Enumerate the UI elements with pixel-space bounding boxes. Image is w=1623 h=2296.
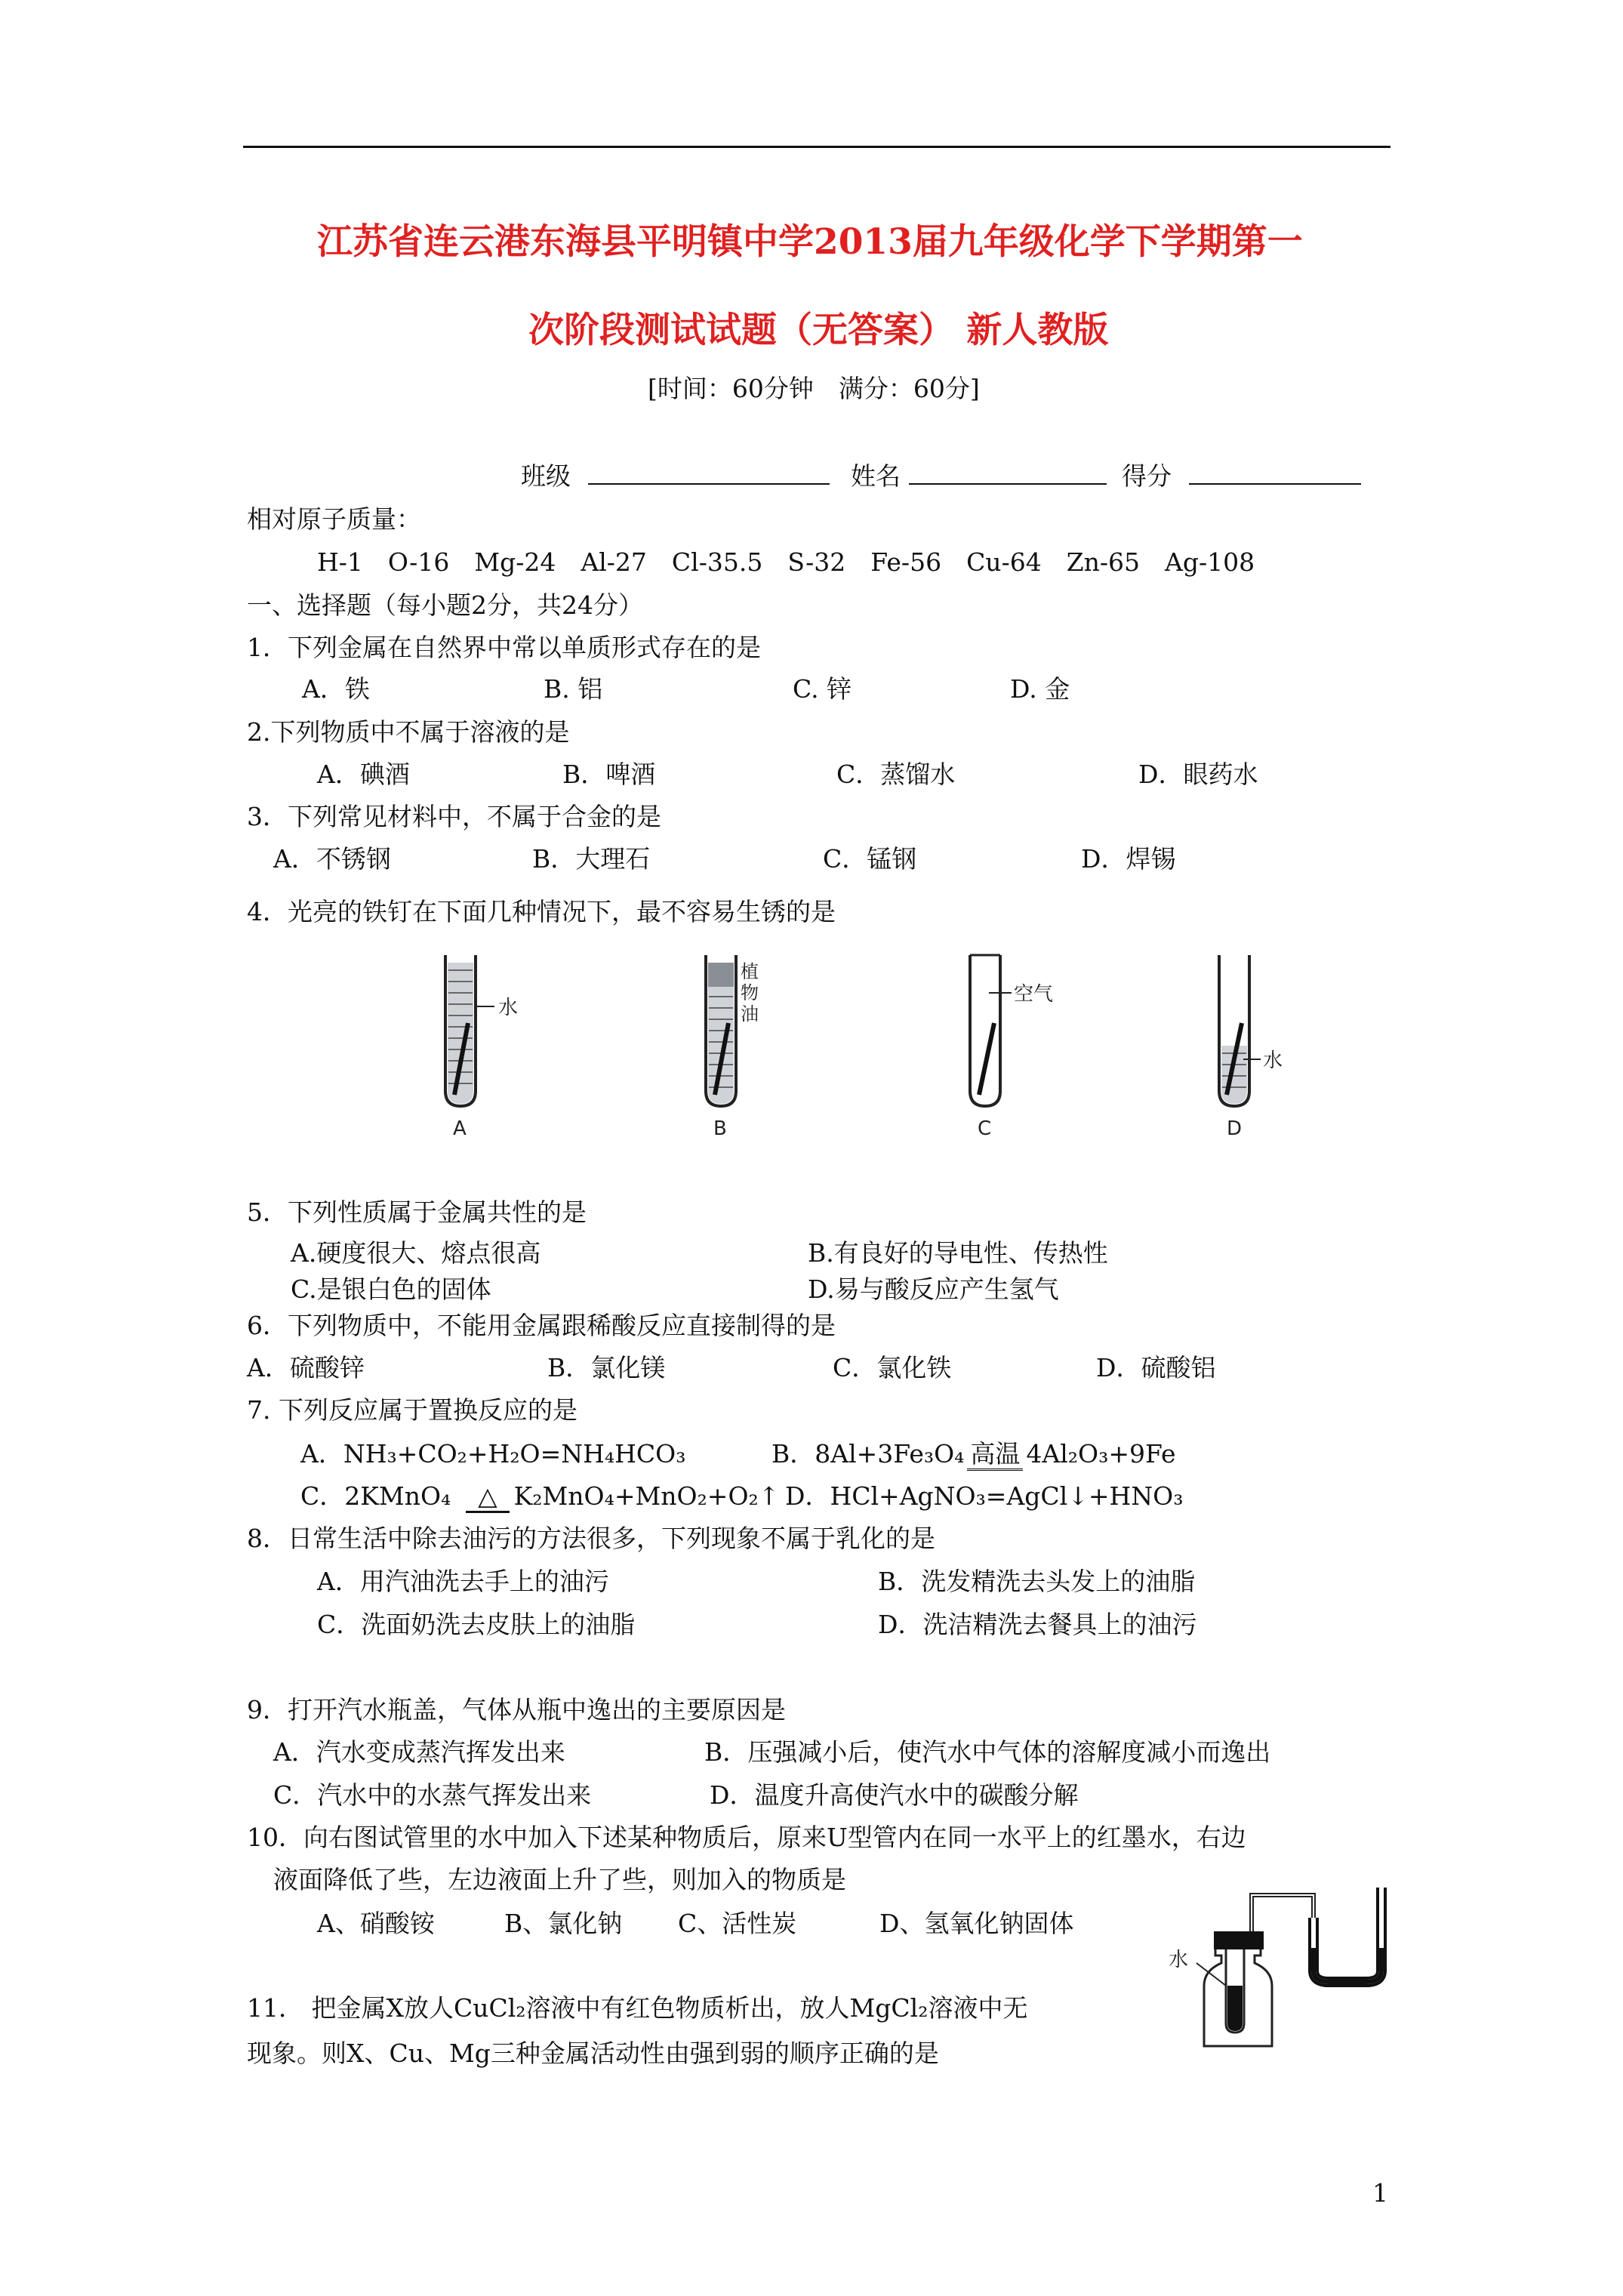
q10-option-a[interactable]: A、硝酸铵 (317, 1909, 435, 1938)
tube-label-a: A (453, 1117, 467, 1140)
q6-option-c[interactable]: C．氯化铁 (833, 1353, 952, 1382)
tube-b (706, 955, 759, 1140)
q7-c-products: K₂MnO₄+MnO₂+O₂↑ (513, 1481, 780, 1511)
q7-option-c[interactable] (300, 1481, 779, 1512)
tube-label-c: C (978, 1117, 992, 1140)
q9-option-a[interactable]: A．汽水变成蒸汽挥发出来 (273, 1737, 565, 1767)
q5-option-c[interactable]: C.是银白色的固体 (291, 1274, 491, 1304)
q6-option-b[interactable]: B．氯化镁 (547, 1353, 666, 1382)
atomic-mass-label: 相对原子质量： (247, 504, 421, 534)
q2-option-c[interactable]: C．蒸馏水 (836, 760, 956, 789)
label-oil-2: 物 (741, 982, 759, 1003)
q7-c-reactants: C．2KMnO₄ (300, 1481, 451, 1511)
score-label: 得分 (1122, 461, 1172, 491)
exam-time-info: [时间：60分钟 满分：60分] (648, 374, 980, 403)
name-label: 姓名 (851, 461, 901, 491)
question-5-stem: 5．下列性质属于金属共性的是 (247, 1197, 587, 1227)
student-info-row (521, 461, 1361, 492)
question-9-stem: 9．打开汽水瓶盖，气体从瓶中逸出的主要原因是 (247, 1695, 786, 1724)
label-oil-1: 植 (741, 961, 759, 982)
q1-option-c[interactable]: C. 锌 (793, 674, 852, 704)
q3-option-a[interactable]: A．不锈钢 (273, 844, 391, 874)
q7-b-condition: 高温 (967, 1439, 1023, 1471)
question-6-stem: 6．下列物质中，不能用金属跟稀酸反应直接制得的是 (247, 1311, 836, 1340)
tube-d (1219, 955, 1283, 1140)
question-10-stem-line1: 10．向右图试管里的水中加入下述某种物质后，原来U型管内在同一水平上的红墨水，右边 (247, 1823, 1246, 1852)
q7-b-products: 4Al₂O₃+9Fe (1026, 1439, 1176, 1469)
q7-option-d[interactable]: D．HCl+AgNO₃=AgCl↓+HNO₃ (785, 1481, 1184, 1511)
q1-option-b[interactable]: B. 铝 (544, 674, 603, 704)
question-11-line2: 现象。则X、Cu、Mg三种金属活动性由强到弱的顺序正确的是 (247, 2039, 939, 2068)
q8-option-a[interactable]: A．用汽油洗去手上的油污 (317, 1567, 609, 1596)
tube-a (445, 955, 518, 1140)
q7-option-a[interactable]: A．NH₃+CO₂+H₂O=NH₄HCO₃ (300, 1439, 686, 1469)
q10-option-c[interactable]: C、活性炭 (678, 1909, 797, 1938)
q6-option-d[interactable]: D．硫酸铝 (1096, 1353, 1216, 1382)
label-water-a: 水 (498, 997, 519, 1019)
label-air: 空气 (1014, 983, 1054, 1006)
label-water-d: 水 (1263, 1049, 1283, 1072)
tube-label-b: B (713, 1117, 727, 1140)
page-title-line1: 江苏省连云港东海县平明镇中学2013届九年级化学下学期第一 (317, 221, 1303, 263)
question-2-stem: 2.下列物质中不属于溶液的是 (247, 717, 570, 747)
class-field[interactable] (588, 461, 830, 485)
tube-label-d: D (1227, 1117, 1243, 1140)
q2-option-a[interactable]: A．碘酒 (317, 760, 410, 789)
q10-option-d[interactable]: D、氢氧化钠固体 (879, 1909, 1074, 1938)
q10-option-b[interactable]: B、氯化钠 (504, 1909, 623, 1938)
q7-c-condition: △ (466, 1481, 509, 1513)
question-4-stem: 4．光亮的铁钉在下面几种情况下，最不容易生锈的是 (247, 897, 836, 926)
class-label: 班级 (521, 461, 571, 491)
section-heading: 一、选择题（每小题2分，共24分） (247, 590, 643, 620)
q9-option-b[interactable]: B．压强减小后，使汽水中气体的溶解度减小而逸出 (704, 1737, 1271, 1767)
q8-option-d[interactable]: D．洗洁精洗去餐具上的油污 (878, 1610, 1197, 1639)
test-tube-figure (423, 948, 1291, 1144)
q7-option-b[interactable] (771, 1439, 1176, 1469)
q1-option-d[interactable]: D. 金 (1010, 674, 1070, 704)
tube-c (970, 955, 1053, 1140)
stopper (1214, 1931, 1264, 1949)
question-3-stem: 3．下列常见材料中，不属于合金的是 (247, 802, 661, 831)
q5-option-a[interactable]: A.硬度很大、熔点很高 (291, 1238, 541, 1268)
q5-option-d[interactable]: D.易与酸反应产生氢气 (808, 1274, 1059, 1304)
q9-option-c[interactable]: C．汽水中的水蒸气挥发出来 (273, 1780, 592, 1810)
question-10-stem-line2: 液面降低了些，左边液面上升了些，则加入的物质是 (273, 1865, 846, 1894)
q8-option-b[interactable]: B．洗发精洗去头发上的油脂 (878, 1567, 1196, 1596)
q9-option-d[interactable]: D．温度升高使汽水中的碳酸分解 (710, 1780, 1079, 1810)
top-rule (243, 146, 1390, 148)
atomic-mass-values: H-1 O-16 Mg-24 Al-27 Cl-35.5 S-32 Fe-56 Cu-64 Zn-65 Ag-108 (317, 547, 1255, 577)
page-title-line2: 次阶段测试试题（无答案） 新人教版 (528, 310, 1109, 351)
page-number: 1 (1372, 2178, 1388, 2208)
q7-b-reactants: B．8Al+3Fe₃O₄ (771, 1439, 965, 1469)
u-tube-apparatus-figure (1147, 1872, 1397, 2054)
q2-option-d[interactable]: D．眼药水 (1138, 760, 1258, 789)
q5-option-b[interactable]: B.有良好的导电性、传热性 (808, 1238, 1108, 1268)
score-field[interactable] (1189, 461, 1361, 485)
q6-option-a[interactable]: A．硫酸锌 (247, 1353, 365, 1382)
question-8-stem: 8．日常生活中除去油污的方法很多，下列现象不属于乳化的是 (247, 1524, 935, 1553)
q1-option-a[interactable]: A．铁 (302, 674, 370, 704)
q3-option-b[interactable]: B．大理石 (532, 844, 651, 874)
q8-option-c[interactable]: C．洗面奶洗去皮肤上的油脂 (317, 1610, 636, 1639)
label-water-bottle: 水 (1169, 1949, 1189, 1971)
question-11-line1: 11． 把金属X放人CuCl₂溶液中有红色物质析出，放人MgCl₂溶液中无 (247, 1993, 1028, 2023)
q2-option-b[interactable]: B．啤酒 (562, 760, 656, 789)
question-7-stem: 7. 下列反应属于置换反应的是 (247, 1395, 577, 1425)
label-oil-3: 油 (741, 1003, 759, 1025)
q3-option-c[interactable]: C．锰钢 (823, 844, 917, 874)
question-1-stem: 1．下列金属在自然界中常以单质形式存在的是 (247, 633, 761, 662)
name-field[interactable] (909, 461, 1107, 485)
q3-option-d[interactable]: D．焊锡 (1081, 844, 1176, 874)
